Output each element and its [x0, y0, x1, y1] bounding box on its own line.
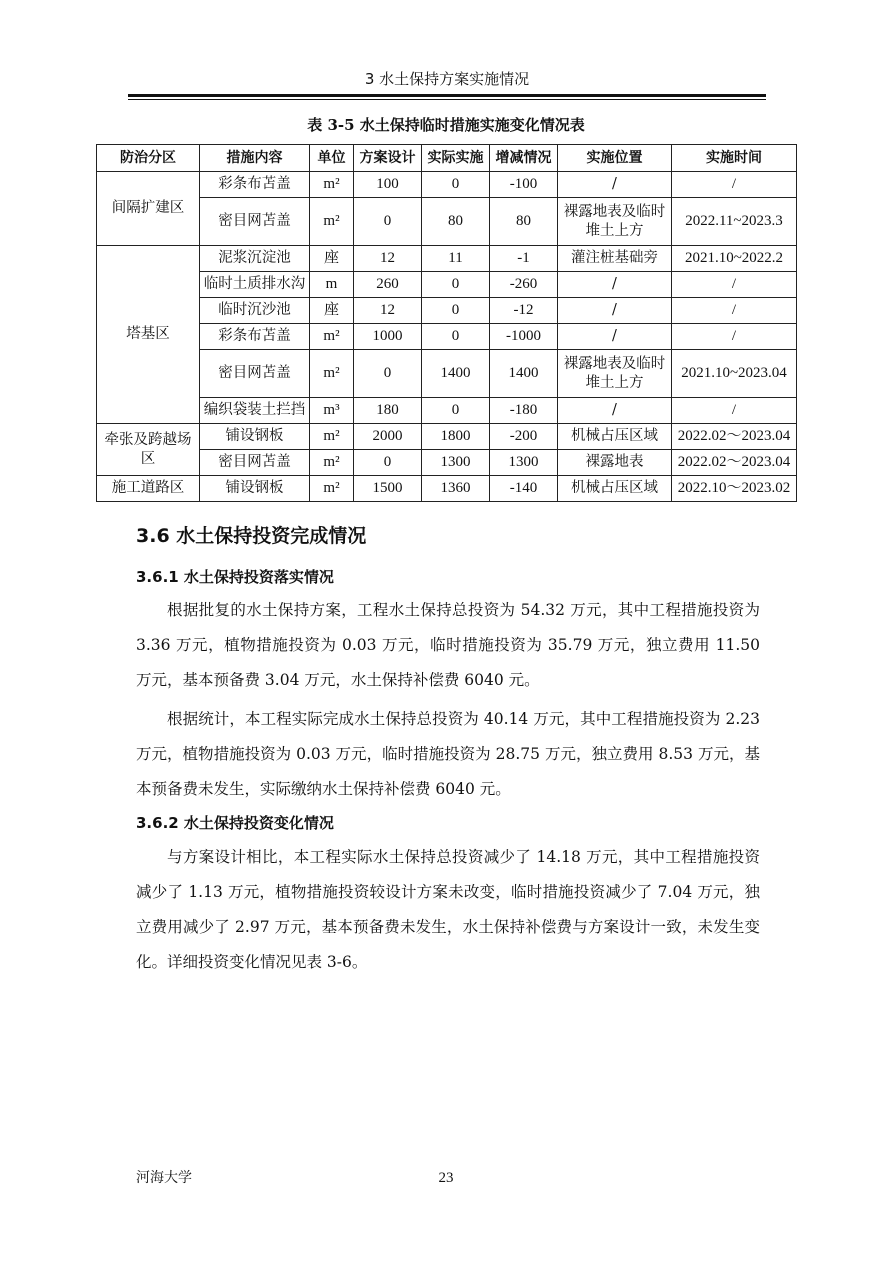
- design-cell: 0: [354, 350, 422, 398]
- actual-cell: 0: [422, 272, 490, 298]
- col-header-zone: 防治分区: [97, 145, 200, 172]
- change-cell: -200: [490, 424, 558, 450]
- location-cell: /: [558, 324, 672, 350]
- time-cell: 2022.02～2023.04: [672, 424, 797, 450]
- paragraph: 根据统计，本工程实际完成水土保持总投资为 40.14 万元，其中工程措施投资为 2.23 万元，植物措施投资为 0.03 万元，临时措施投资为 28.75 万元，独立费用 8.53 万元，基本预备费未发生，实际缴纳水土保持补偿费 6040 元。: [136, 710, 760, 798]
- unit-cell: m²: [310, 350, 354, 398]
- location-cell: 机械占压区域: [558, 476, 672, 502]
- design-cell: 0: [354, 450, 422, 476]
- unit-cell: m: [310, 272, 354, 298]
- location-cell: 机械占压区域: [558, 424, 672, 450]
- page-number: 23: [438, 1170, 454, 1186]
- design-cell: 1500: [354, 476, 422, 502]
- unit-cell: m²: [310, 198, 354, 246]
- design-cell: 1000: [354, 324, 422, 350]
- measure-cell: 临时沉沙池: [200, 298, 310, 324]
- actual-cell: 0: [422, 172, 490, 198]
- actual-cell: 11: [422, 246, 490, 272]
- change-cell: 1300: [490, 450, 558, 476]
- location-cell: /: [558, 398, 672, 424]
- change-cell: -260: [490, 272, 558, 298]
- col-header-time: 实施时间: [672, 145, 797, 172]
- zone-cell: 施工道路区: [97, 476, 200, 502]
- zone-cell: 间隔扩建区: [97, 172, 200, 246]
- design-cell: 180: [354, 398, 422, 424]
- change-cell: -1000: [490, 324, 558, 350]
- temporary-measures-table: [96, 144, 797, 502]
- change-cell: -1: [490, 246, 558, 272]
- subsection-heading-3-6-2: 3.6.2 水土保持投资变化情况: [136, 814, 334, 832]
- table-row: [97, 246, 797, 272]
- time-cell: 2021.10~2022.2: [672, 246, 797, 272]
- table-row: [97, 272, 797, 298]
- unit-cell: m²: [310, 324, 354, 350]
- col-header-location: 实施位置: [558, 145, 672, 172]
- actual-cell: 0: [422, 298, 490, 324]
- col-header-design: 方案设计: [354, 145, 422, 172]
- location-cell: 裸露地表及临时堆土上方: [558, 350, 672, 398]
- actual-cell: 80: [422, 198, 490, 246]
- paragraph: 与方案设计相比，本工程实际水土保持总投资减少了 14.18 万元，其中工程措施投资减少了 1.13 万元，植物措施投资较设计方案未改变，临时措施投资减少了 7.04 万元，独立费用减少了 2.97 万元，基本预备费未发生，水土保持补偿费与方案设计一致，未发生变化。详细投资变化情况见表 3-6。: [136, 848, 760, 971]
- measure-cell: 编织袋装土拦挡: [200, 398, 310, 424]
- col-header-unit: 单位: [310, 145, 354, 172]
- measure-cell: 密目网苫盖: [200, 198, 310, 246]
- change-cell: -180: [490, 398, 558, 424]
- unit-cell: m²: [310, 476, 354, 502]
- measure-cell: 铺设钢板: [200, 424, 310, 450]
- actual-cell: 1400: [422, 350, 490, 398]
- table-row: [97, 424, 797, 450]
- unit-cell: m³: [310, 398, 354, 424]
- design-cell: 2000: [354, 424, 422, 450]
- location-cell: 裸露地表: [558, 450, 672, 476]
- location-cell: 灌注桩基础旁: [558, 246, 672, 272]
- design-cell: 100: [354, 172, 422, 198]
- table-row: [97, 324, 797, 350]
- time-cell: /: [672, 398, 797, 424]
- unit-cell: 座: [310, 298, 354, 324]
- location-cell: /: [558, 298, 672, 324]
- table-row: [97, 398, 797, 424]
- actual-cell: 0: [422, 324, 490, 350]
- location-cell: 裸露地表及临时堆土上方: [558, 198, 672, 246]
- time-cell: 2022.02～2023.04: [672, 450, 797, 476]
- table-row: [97, 298, 797, 324]
- time-cell: /: [672, 172, 797, 198]
- measure-cell: 临时土质排水沟: [200, 272, 310, 298]
- change-cell: 80: [490, 198, 558, 246]
- section-heading: 3.6 水土保持投资完成情况: [136, 525, 367, 547]
- actual-cell: 1300: [422, 450, 490, 476]
- measure-cell: 彩条布苫盖: [200, 172, 310, 198]
- table-row: [97, 172, 797, 198]
- subsection-heading-3-6-1: 3.6.1 水土保持投资落实情况: [136, 568, 334, 586]
- col-header-actual: 实际实施: [422, 145, 490, 172]
- header-rule-thin: [128, 99, 766, 100]
- table-row: [97, 450, 797, 476]
- actual-cell: 1360: [422, 476, 490, 502]
- change-cell: -140: [490, 476, 558, 502]
- measure-cell: 密目网苫盖: [200, 450, 310, 476]
- zone-cell: 牵张及跨越场区: [97, 424, 200, 476]
- measure-cell: 彩条布苫盖: [200, 324, 310, 350]
- change-cell: -12: [490, 298, 558, 324]
- measure-cell: 铺设钢板: [200, 476, 310, 502]
- running-header: 3 水土保持方案实施情况: [364, 70, 530, 88]
- design-cell: 260: [354, 272, 422, 298]
- unit-cell: m²: [310, 450, 354, 476]
- design-cell: 12: [354, 298, 422, 324]
- zone-cell: 塔基区: [97, 246, 200, 424]
- table-row: [97, 476, 797, 502]
- time-cell: 2022.11~2023.3: [672, 198, 797, 246]
- actual-cell: 1800: [422, 424, 490, 450]
- header-rule-thick: [128, 94, 766, 97]
- design-cell: 12: [354, 246, 422, 272]
- unit-cell: m²: [310, 172, 354, 198]
- table-caption: 表 3-5 水土保持临时措施实施变化情况表: [307, 116, 585, 134]
- time-cell: 2021.10~2023.04: [672, 350, 797, 398]
- paragraph: 根据批复的水土保持方案，工程水土保持总投资为 54.32 万元，其中工程措施投资为 3.36 万元，植物措施投资为 0.03 万元，临时措施投资为 35.79 万元，独立费用 11.50 万元，基本预备费 3.04 万元，水土保持补偿费 6040 元。: [136, 601, 760, 689]
- table-header-row: [97, 145, 797, 172]
- measure-cell: 泥浆沉淀池: [200, 246, 310, 272]
- change-cell: -100: [490, 172, 558, 198]
- actual-cell: 0: [422, 398, 490, 424]
- time-cell: 2022.10～2023.02: [672, 476, 797, 502]
- col-header-measure: 措施内容: [200, 145, 310, 172]
- location-cell: /: [558, 272, 672, 298]
- table-row: [97, 198, 797, 246]
- measure-cell: 密目网苫盖: [200, 350, 310, 398]
- unit-cell: 座: [310, 246, 354, 272]
- col-header-change: 增减情况: [490, 145, 558, 172]
- table-row: [97, 350, 797, 398]
- location-cell: /: [558, 172, 672, 198]
- unit-cell: m²: [310, 424, 354, 450]
- time-cell: /: [672, 298, 797, 324]
- change-cell: 1400: [490, 350, 558, 398]
- time-cell: /: [672, 324, 797, 350]
- footer-institution: 河海大学: [136, 1170, 192, 1186]
- design-cell: 0: [354, 198, 422, 246]
- time-cell: /: [672, 272, 797, 298]
